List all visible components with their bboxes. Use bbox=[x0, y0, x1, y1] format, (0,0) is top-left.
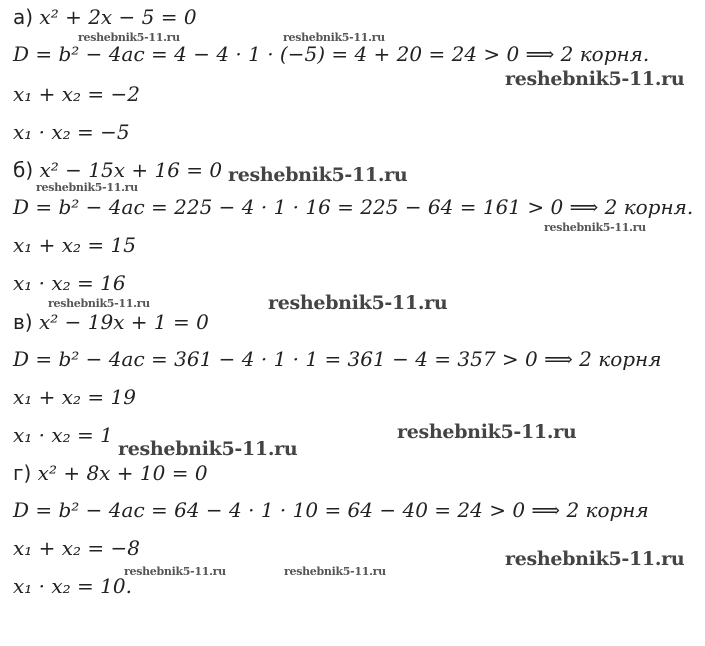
watermark: reshebnik5-11.ru bbox=[78, 31, 180, 44]
part-b-product: x₁ · x₂ = 16 bbox=[13, 271, 126, 295]
part-b-discriminant: D = b² − 4ac = 225 − 4 · 1 · 16 = 225 − 64 = 161 > 0 ⟹ 2 корня. bbox=[13, 195, 694, 219]
part-c-product: x₁ · x₂ = 1 bbox=[13, 423, 113, 447]
watermark: reshebnik5-11.ru bbox=[124, 565, 226, 578]
watermark: reshebnik5-11.ru bbox=[544, 221, 646, 234]
part-d-equation-text: x² + 8x + 10 = 0 bbox=[37, 461, 208, 485]
part-c-discriminant: D = b² − 4ac = 361 − 4 · 1 · 1 = 361 − 4 = 357 > 0 ⟹ 2 корня bbox=[13, 347, 662, 371]
part-c-equation bbox=[13, 310, 209, 334]
part-a-sum: x₁ + x₂ = −2 bbox=[13, 82, 141, 106]
watermark: reshebnik5-11.ru bbox=[118, 438, 298, 460]
watermark: reshebnik5-11.ru bbox=[36, 181, 138, 194]
watermark: reshebnik5-11.ru bbox=[48, 297, 150, 310]
watermark: reshebnik5-11.ru bbox=[228, 164, 408, 186]
part-d-product: x₁ · x₂ = 10. bbox=[13, 574, 132, 598]
part-d-sum: x₁ + x₂ = −8 bbox=[13, 536, 141, 560]
part-d-discriminant: D = b² − 4ac = 64 − 4 · 1 · 10 = 64 − 40 = 24 > 0 ⟹ 2 корня bbox=[13, 498, 649, 522]
watermark: reshebnik5-11.ru bbox=[505, 548, 685, 570]
part-c-equation-text: x² − 19x + 1 = 0 bbox=[38, 310, 209, 334]
part-a-discriminant: D = b² − 4ac = 4 − 4 · 1 · (−5) = 4 + 20 = 24 > 0 ⟹ 2 корня. bbox=[13, 42, 650, 66]
part-b-sum: x₁ + x₂ = 15 bbox=[13, 233, 136, 257]
part-c-label: в) bbox=[13, 310, 33, 334]
part-a-label: а) bbox=[13, 5, 34, 29]
part-b-equation bbox=[13, 158, 222, 182]
part-a-equation-text: x² + 2x − 5 = 0 bbox=[39, 5, 197, 29]
part-b-equation-text: x² − 15x + 16 = 0 bbox=[39, 158, 223, 182]
part-a-product: x₁ · x₂ = −5 bbox=[13, 120, 130, 144]
watermark: reshebnik5-11.ru bbox=[397, 421, 577, 443]
watermark: reshebnik5-11.ru bbox=[283, 31, 385, 44]
part-d-label: г) bbox=[13, 461, 32, 485]
watermark: reshebnik5-11.ru bbox=[284, 565, 386, 578]
watermark: reshebnik5-11.ru bbox=[505, 68, 685, 90]
part-c-sum: x₁ + x₂ = 19 bbox=[13, 385, 136, 409]
watermark: reshebnik5-11.ru bbox=[268, 292, 448, 314]
part-b-label: б) bbox=[13, 158, 34, 182]
part-a-equation bbox=[13, 5, 197, 29]
part-d-equation bbox=[13, 461, 208, 485]
